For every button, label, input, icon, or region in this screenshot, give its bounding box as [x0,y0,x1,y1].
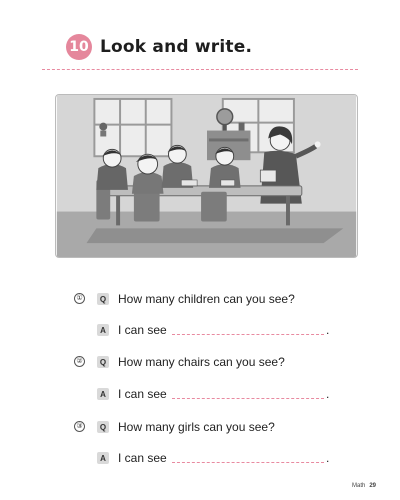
footer-subject: Math [352,483,366,489]
question-1-text: How many children can you see? [118,292,295,306]
answer-1-blank[interactable] [172,334,324,335]
answer-3-period: . [326,451,330,465]
page-footer [352,483,376,489]
classroom-illustration [55,94,358,258]
header-divider [42,69,358,70]
answer-2-period: . [326,387,330,401]
answer-2-blank[interactable] [172,398,324,399]
answer-3-blank[interactable] [172,462,324,463]
answer-3-a-badge: A [97,452,109,464]
exercise-title: Look and write. [100,37,253,57]
answer-1-a-badge: A [97,324,109,336]
question-3-marker: ③ [74,421,85,432]
question-2-q-badge: Q [97,356,109,368]
question-1-marker: ① [74,293,85,304]
question-3-q-badge: Q [97,421,109,433]
question-1-q-badge: Q [97,293,109,305]
question-3-text: How many girls can you see? [118,420,275,434]
footer-page-number: 29 [369,483,377,489]
answer-3-prefix: I can see [118,451,167,465]
answer-1-prefix: I can see [118,323,167,337]
answer-1-period: . [326,323,330,337]
question-2-marker: ② [74,356,85,367]
answer-2-a-badge: A [97,388,109,400]
question-2-text: How many chairs can you see? [118,355,285,369]
answer-2-prefix: I can see [118,387,167,401]
exercise-header [66,34,252,60]
exercise-number-badge: 10 [66,34,92,60]
